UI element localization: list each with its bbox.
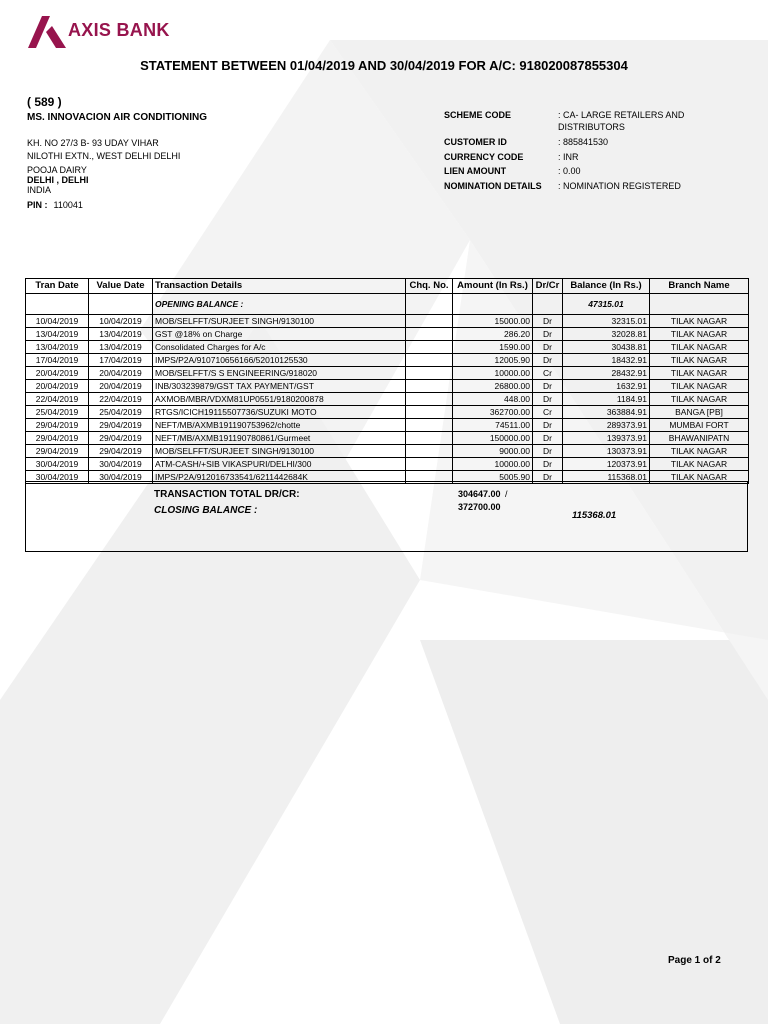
value-date-cell: 22/04/2019 xyxy=(89,393,153,406)
chq-cell xyxy=(406,367,453,380)
balance-cell: 1184.91 xyxy=(563,393,650,406)
address-line-2: NILOTHI EXTN., WEST DELHI DELHI xyxy=(27,151,181,161)
balance-cell: 120373.91 xyxy=(563,458,650,471)
tran-date-cell: 20/04/2019 xyxy=(26,380,89,393)
drcr-cell: Dr xyxy=(533,393,563,406)
chq-cell xyxy=(406,315,453,328)
amount-cell: 12005.90 xyxy=(453,354,533,367)
col-amount: Amount (In Rs.) xyxy=(453,279,533,294)
tran-date-cell: 30/04/2019 xyxy=(26,458,89,471)
branch-cell: TILAK NAGAR xyxy=(650,315,749,328)
col-tran-date: Tran Date xyxy=(26,279,89,294)
details-cell: MOB/SELFFT/SURJEET SINGH/9130100 xyxy=(153,315,406,328)
balance-cell: 130373.91 xyxy=(563,445,650,458)
table-row xyxy=(26,341,749,354)
lien-amount-label: LIEN AMOUNT xyxy=(444,166,507,176)
drcr-cell: Dr xyxy=(533,432,563,445)
col-dr-cr: Dr/Cr xyxy=(533,279,563,294)
page-number: Page 1 of 2 xyxy=(668,955,721,966)
chq-cell xyxy=(406,406,453,419)
balance-cell: 18432.91 xyxy=(563,354,650,367)
balance-cell: 28432.91 xyxy=(563,367,650,380)
details-cell: NEFT/MB/AXMB191190780861/Gurmeet xyxy=(153,432,406,445)
table-row xyxy=(26,380,749,393)
branch-cell: TILAK NAGAR xyxy=(650,328,749,341)
value-date-cell: 25/04/2019 xyxy=(89,406,153,419)
balance-cell: 289373.91 xyxy=(563,419,650,432)
address-line-3: POOJA DAIRY xyxy=(27,165,87,175)
amount-cell: 362700.00 xyxy=(453,406,533,419)
chq-cell xyxy=(406,354,453,367)
value-date-cell: 20/04/2019 xyxy=(89,367,153,380)
tran-date-cell: 29/04/2019 xyxy=(26,419,89,432)
drcr-cell: Dr xyxy=(533,471,563,484)
axis-bank-logo-icon xyxy=(22,10,70,50)
opening-balance-value: 47315.01 xyxy=(563,294,650,315)
closing-balance-value: 115368.01 xyxy=(572,510,617,521)
branch-cell: BHAWANIPATN xyxy=(650,432,749,445)
balance-cell: 32315.01 xyxy=(563,315,650,328)
pin-value: 110041 xyxy=(53,200,83,210)
scheme-code-value: : CA- LARGE RETAILERS AND DISTRIBUTORS xyxy=(558,110,685,132)
address-city-state: DELHI , DELHI xyxy=(27,175,89,185)
details-cell: NEFT/MB/AXMB191190753962/chotte xyxy=(153,419,406,432)
tran-date-cell: 10/04/2019 xyxy=(26,315,89,328)
branch-cell: TILAK NAGAR xyxy=(650,341,749,354)
table-row xyxy=(26,458,749,471)
details-cell: AXMOB/MBR/VDXM81UP0551/9180200878 xyxy=(153,393,406,406)
currency-code-label: CURRENCY CODE xyxy=(444,152,524,162)
tran-date-cell: 22/04/2019 xyxy=(26,393,89,406)
chq-cell xyxy=(406,458,453,471)
drcr-cell: Cr xyxy=(533,367,563,380)
drcr-cell: Dr xyxy=(533,419,563,432)
lien-amount-value: : 0.00 xyxy=(558,166,581,176)
amount-cell: 10000.00 xyxy=(453,458,533,471)
pin-row xyxy=(27,200,83,210)
chq-cell xyxy=(406,380,453,393)
nomination-label: NOMINATION DETAILS xyxy=(444,181,542,191)
amount-cell: 150000.00 xyxy=(453,432,533,445)
table-row xyxy=(26,315,749,328)
opening-balance-row xyxy=(26,294,749,315)
nomination-value: : NOMINATION REGISTERED xyxy=(558,181,681,191)
branch-cell: TILAK NAGAR xyxy=(650,471,749,484)
tran-date-cell: 25/04/2019 xyxy=(26,406,89,419)
amount-cell: 1590.00 xyxy=(453,341,533,354)
address-country: INDIA xyxy=(27,185,52,195)
drcr-cell: Dr xyxy=(533,445,563,458)
drcr-cell: Cr xyxy=(533,406,563,419)
tran-date-cell: 13/04/2019 xyxy=(26,328,89,341)
branch-cell: TILAK NAGAR xyxy=(650,393,749,406)
drcr-cell: Dr xyxy=(533,328,563,341)
total-separator: / xyxy=(505,489,508,499)
details-cell: ATM-CASH/+SIB VIKASPURI/DELHI/300 xyxy=(153,458,406,471)
value-date-cell: 29/04/2019 xyxy=(89,419,153,432)
col-chq-no: Chq. No. xyxy=(406,279,453,294)
table-row xyxy=(26,354,749,367)
table-row xyxy=(26,419,749,432)
col-transaction-details: Transaction Details xyxy=(153,279,406,294)
chq-cell xyxy=(406,419,453,432)
details-cell: RTGS/ICICH19115507736/SUZUKI MOTO xyxy=(153,406,406,419)
balance-cell: 30438.81 xyxy=(563,341,650,354)
drcr-cell: Dr xyxy=(533,458,563,471)
branch-cell: BANGA [PB] xyxy=(650,406,749,419)
table-row xyxy=(26,393,749,406)
opening-balance-label: OPENING BALANCE : xyxy=(153,294,406,315)
table-row xyxy=(26,406,749,419)
customer-name: MS. INNOVACION AIR CONDITIONING xyxy=(27,112,207,123)
value-date-cell: 17/04/2019 xyxy=(89,354,153,367)
value-date-cell: 30/04/2019 xyxy=(89,458,153,471)
amount-cell: 5005.90 xyxy=(453,471,533,484)
table-row xyxy=(26,445,749,458)
details-cell: GST @18% on Charge xyxy=(153,328,406,341)
tran-date-cell: 20/04/2019 xyxy=(26,367,89,380)
value-date-cell: 29/04/2019 xyxy=(89,445,153,458)
chq-cell xyxy=(406,341,453,354)
amount-cell: 10000.00 xyxy=(453,367,533,380)
customer-id-label: CUSTOMER ID xyxy=(444,137,507,147)
drcr-cell: Dr xyxy=(533,341,563,354)
value-date-cell: 30/04/2019 xyxy=(89,471,153,484)
details-cell: INB/303239879/GST TAX PAYMENT/GST xyxy=(153,380,406,393)
col-value-date: Value Date xyxy=(89,279,153,294)
tran-date-cell: 29/04/2019 xyxy=(26,445,89,458)
chq-cell xyxy=(406,393,453,406)
balance-cell: 363884.91 xyxy=(563,406,650,419)
bank-name: AXIS BANK xyxy=(68,19,170,40)
transaction-total-label: TRANSACTION TOTAL DR/CR: xyxy=(154,489,300,500)
col-balance: Balance (In Rs.) xyxy=(563,279,650,294)
balance-cell: 139373.91 xyxy=(563,432,650,445)
details-cell: MOB/SELFFT/S S ENGINEERING/918020 xyxy=(153,367,406,380)
total-credit: 372700.00 xyxy=(458,502,501,512)
value-date-cell: 29/04/2019 xyxy=(89,432,153,445)
balance-cell: 115368.01 xyxy=(563,471,650,484)
address-line-1: KH. NO 27/3 B- 93 UDAY VIHAR xyxy=(27,138,159,148)
details-cell: IMPS/P2A/912016733541/6211442684K xyxy=(153,471,406,484)
tran-date-cell: 17/04/2019 xyxy=(26,354,89,367)
details-cell: Consolidated Charges for A/c xyxy=(153,341,406,354)
amount-cell: 9000.00 xyxy=(453,445,533,458)
value-date-cell: 10/04/2019 xyxy=(89,315,153,328)
scheme-code-label: SCHEME CODE xyxy=(444,110,512,120)
value-date-cell: 13/04/2019 xyxy=(89,328,153,341)
amount-cell: 286.20 xyxy=(453,328,533,341)
chq-cell xyxy=(406,432,453,445)
table-row xyxy=(26,432,749,445)
closing-balance-label: CLOSING BALANCE : xyxy=(154,505,258,516)
branch-cell: TILAK NAGAR xyxy=(650,445,749,458)
branch-cell: TILAK NAGAR xyxy=(650,354,749,367)
value-date-cell: 13/04/2019 xyxy=(89,341,153,354)
customer-id-value: : 885841530 xyxy=(558,137,609,147)
details-cell: IMPS/P2A/910710656166/52010125530 xyxy=(153,354,406,367)
currency-code-value: : INR xyxy=(558,152,579,162)
chq-cell xyxy=(406,445,453,458)
value-date-cell: 20/04/2019 xyxy=(89,380,153,393)
drcr-cell: Dr xyxy=(533,354,563,367)
pin-label: PIN : xyxy=(27,200,48,210)
balance-cell: 32028.81 xyxy=(563,328,650,341)
branch-cell: TILAK NAGAR xyxy=(650,380,749,393)
balance-cell: 1632.91 xyxy=(563,380,650,393)
branch-cell: TILAK NAGAR xyxy=(650,367,749,380)
tran-date-cell: 13/04/2019 xyxy=(26,341,89,354)
summary-box xyxy=(25,481,748,552)
amount-cell: 26800.00 xyxy=(453,380,533,393)
customer-number: ( 589 ) xyxy=(27,95,62,109)
chq-cell xyxy=(406,328,453,341)
table-row xyxy=(26,328,749,341)
transactions-table xyxy=(25,278,749,484)
statement-title: STATEMENT BETWEEN 01/04/2019 AND 30/04/2019 FOR A/C: 918020087855304 xyxy=(140,58,628,73)
branch-cell: MUMBAI FORT xyxy=(650,419,749,432)
total-debit: 304647.00 xyxy=(458,489,501,499)
table-row xyxy=(26,367,749,380)
drcr-cell: Dr xyxy=(533,315,563,328)
amount-cell: 15000.00 xyxy=(453,315,533,328)
details-cell: MOB/SELFFT/SURJEET SINGH/9130100 xyxy=(153,445,406,458)
tran-date-cell: 30/04/2019 xyxy=(26,471,89,484)
col-branch-name: Branch Name xyxy=(650,279,749,294)
branch-cell: TILAK NAGAR xyxy=(650,458,749,471)
tran-date-cell: 29/04/2019 xyxy=(26,432,89,445)
drcr-cell: Dr xyxy=(533,380,563,393)
bank-logo xyxy=(22,10,170,50)
amount-cell: 74511.00 xyxy=(453,419,533,432)
amount-cell: 448.00 xyxy=(453,393,533,406)
table-header-row xyxy=(26,279,749,294)
